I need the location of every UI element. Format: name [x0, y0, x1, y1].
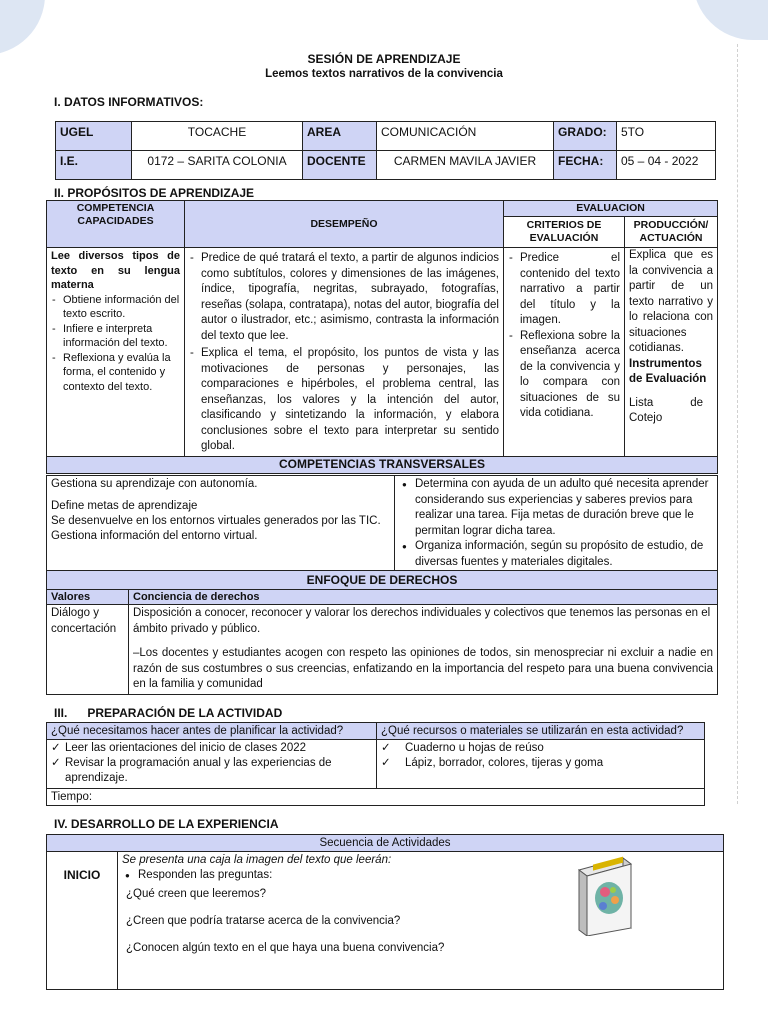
check-item: ✓ Revisar la programación anual y las experiencias de aprendizaje.	[51, 756, 372, 786]
grado-value: 5TO	[617, 122, 716, 151]
section-heading-datos: I. DATOS INFORMATIVOS:	[54, 95, 204, 109]
check-item: ✓ Lápiz, borrador, colores, tijeras y goma	[381, 756, 700, 771]
secuencia-heading: Secuencia de Actividades	[47, 835, 724, 852]
question-before: ¿Qué necesitamos hacer antes de planificar la actividad?	[47, 723, 377, 740]
transversal-line: Se desenvuelve en los entornos virtuales generados por las TIC.	[51, 515, 381, 527]
info-table	[55, 121, 716, 180]
derecho-paragraph: –Los docentes y estudiantes acogen con respeto las opiniones de todos, sin menospreciar ni excluir a nadie en razón de sus costumbres o sus creencias, enfatizando en la importancia del respeto para una buena convivencia en la familia y comunidad	[133, 647, 713, 690]
valores-label: Valores	[47, 590, 129, 605]
question-resources: ¿Qué recursos o materiales se utilizarán en esta actividad?	[377, 723, 705, 740]
criterio-item: - Predice el contenido del texto narrativo a partir del título y la imagen.	[508, 251, 620, 329]
capacidad-item: - Reflexiona y evalúa la forma, el contenido y contexto del texto.	[51, 351, 180, 395]
transversal-item: ● Determina con ayuda de un adulto qué necesita aprender considerando sus experiencias y saberes previos para realizar una tarea. Fija metas de duración breve que le permitan lograr dicha tarea.	[399, 477, 713, 539]
capacidad-item: - Obtiene información del texto escrito.	[51, 293, 180, 322]
desempeno-cell	[185, 248, 504, 457]
conciencia-label: Conciencia de derechos	[129, 590, 718, 605]
section-heading-desarrollo: IV. DESARROLLO DE LA EXPERIENCIA	[54, 817, 279, 831]
col-criterios: CRITERIOS DE EVALUACIÓN	[504, 217, 625, 248]
instrumentos-label: Instrumentos de Evaluación	[629, 357, 707, 385]
resources-cell	[377, 740, 705, 789]
question-item: ¿Creen que podría tratarse acerca de la convivencia?	[126, 915, 401, 927]
decor-corner-top-right	[693, 0, 768, 40]
col-competencia: COMPETENCIA CAPACIDADES	[47, 201, 185, 248]
produccion-cell	[625, 248, 718, 457]
fecha-label: FECHA:	[554, 151, 617, 180]
capacidad-item: - Infiere e interpreta información del texto.	[51, 322, 180, 351]
ugel-value: TOCACHE	[132, 122, 303, 151]
inicio-bullet: ● Responden las preguntas:	[122, 868, 719, 883]
decor-corner-top-left	[0, 0, 45, 55]
transversal-line: Define metas de aprendizaje	[51, 500, 198, 512]
transversal-line: Gestiona información del entorno virtual.	[51, 530, 258, 542]
criterios-cell	[504, 248, 625, 457]
question-item: ¿Qué creen que leeremos?	[126, 888, 266, 900]
book-illustration	[573, 856, 635, 936]
fecha-value: 05 – 04 - 2022	[617, 151, 716, 180]
criterio-item: - Reflexiona sobre la enseñanza acerca de la convivencia y lo compara con situaciones de su vida cotidiana.	[508, 329, 620, 422]
desempeno-item: - Explica el tema, el propósito, los puntos de vista y las motivaciones de personas y personajes, las comparaciones e hipérboles, el problema central, las enseñanzas, los valores y la intención del autor, clasificando y sintetizando la información, y elabora conclusiones sobre el texto para interpretar su sentido global.	[189, 346, 499, 455]
docente-value: CARMEN MAVILA JAVIER	[377, 151, 554, 180]
produccion-text: Explica que es la convivencia a partir de un texto narrativo y lo relaciona con situaciones cotidianas.	[629, 249, 714, 354]
enfoque-table	[46, 570, 718, 695]
transversal-line: Gestiona su aprendizaje con autonomía.	[51, 478, 258, 490]
competencia-title: Lee diversos tipos de texto en su lengua materna	[51, 250, 180, 291]
transversal-item: ● Organiza información, según su propósito de estudio, de diversas fuentes y materiales digitales.	[399, 539, 713, 570]
transversal-right-cell	[395, 476, 718, 572]
area-label: AREA	[303, 122, 377, 151]
transversales-heading: COMPETENCIAS TRANSVERSALES	[47, 456, 718, 473]
desempeno-item: - Predice de qué tratará el texto, a partir de algunos indicios como subtítulos, colores y dimensiones de las imágenes, índice, tipografía, negritas, subrayado, fotografías, reseñas (solapa, contratapa), notas del autor, biografía del autor o ilustrador, etc.; asimismo, contrasta la información del texto que lee.	[189, 251, 499, 344]
check-item: ✓ Cuaderno u hojas de reúso	[381, 741, 700, 756]
before-cell	[47, 740, 377, 789]
check-item: ✓ Leer las orientaciones del inicio de clases 2022	[51, 741, 372, 756]
enfoque-heading: ENFOQUE DE DERECHOS	[47, 571, 718, 590]
section-heading-preparacion: III. PREPARACIÓN DE LA ACTIVIDAD	[54, 706, 283, 720]
derechos-cell	[129, 605, 718, 695]
col-produccion: PRODUCCIÓN/ ACTUACIÓN	[625, 217, 718, 248]
valor-cell: Diálogo y concertación	[47, 605, 129, 695]
inicio-intro: Se presenta una caja la imagen del texto que leerán:	[122, 854, 392, 866]
area-value: COMUNICACIÓN	[377, 122, 554, 151]
derecho-paragraph: Disposición a conocer, reconocer y valorar los derechos individuales y colectivos que tenemos las personas en el ámbito privado y público.	[133, 607, 711, 635]
col-desempeno: DESEMPEÑO	[185, 201, 504, 248]
section-heading-propositos: II. PROPÓSITOS DE APRENDIZAJE	[54, 186, 255, 200]
propositos-table	[46, 200, 718, 474]
inicio-label: INICIO	[47, 852, 118, 990]
page-margin-line	[737, 44, 738, 804]
docente-label: DOCENTE	[303, 151, 377, 180]
page-subtitle: Leemos textos narrativos de la convivencia	[265, 68, 503, 80]
instrumento-value: Lista de Cotejo	[629, 396, 703, 424]
page-title: SESIÓN DE APRENDIZAJE	[307, 52, 461, 66]
preparacion-table	[46, 722, 705, 806]
ie-value: 0172 – SARITA COLONIA	[132, 151, 303, 180]
question-item: ¿Conocen algún texto en el que haya una buena convivencia?	[126, 942, 445, 954]
tiempo-cell: Tiempo:	[47, 789, 705, 806]
transversal-left-cell	[47, 476, 395, 572]
grado-label: GRADO:	[554, 122, 617, 151]
ie-label: I.E.	[56, 151, 132, 180]
col-evaluacion: EVALUACION	[504, 201, 718, 217]
transversales-table	[46, 475, 718, 572]
competencia-cell	[47, 248, 185, 457]
ugel-label: UGEL	[56, 122, 132, 151]
